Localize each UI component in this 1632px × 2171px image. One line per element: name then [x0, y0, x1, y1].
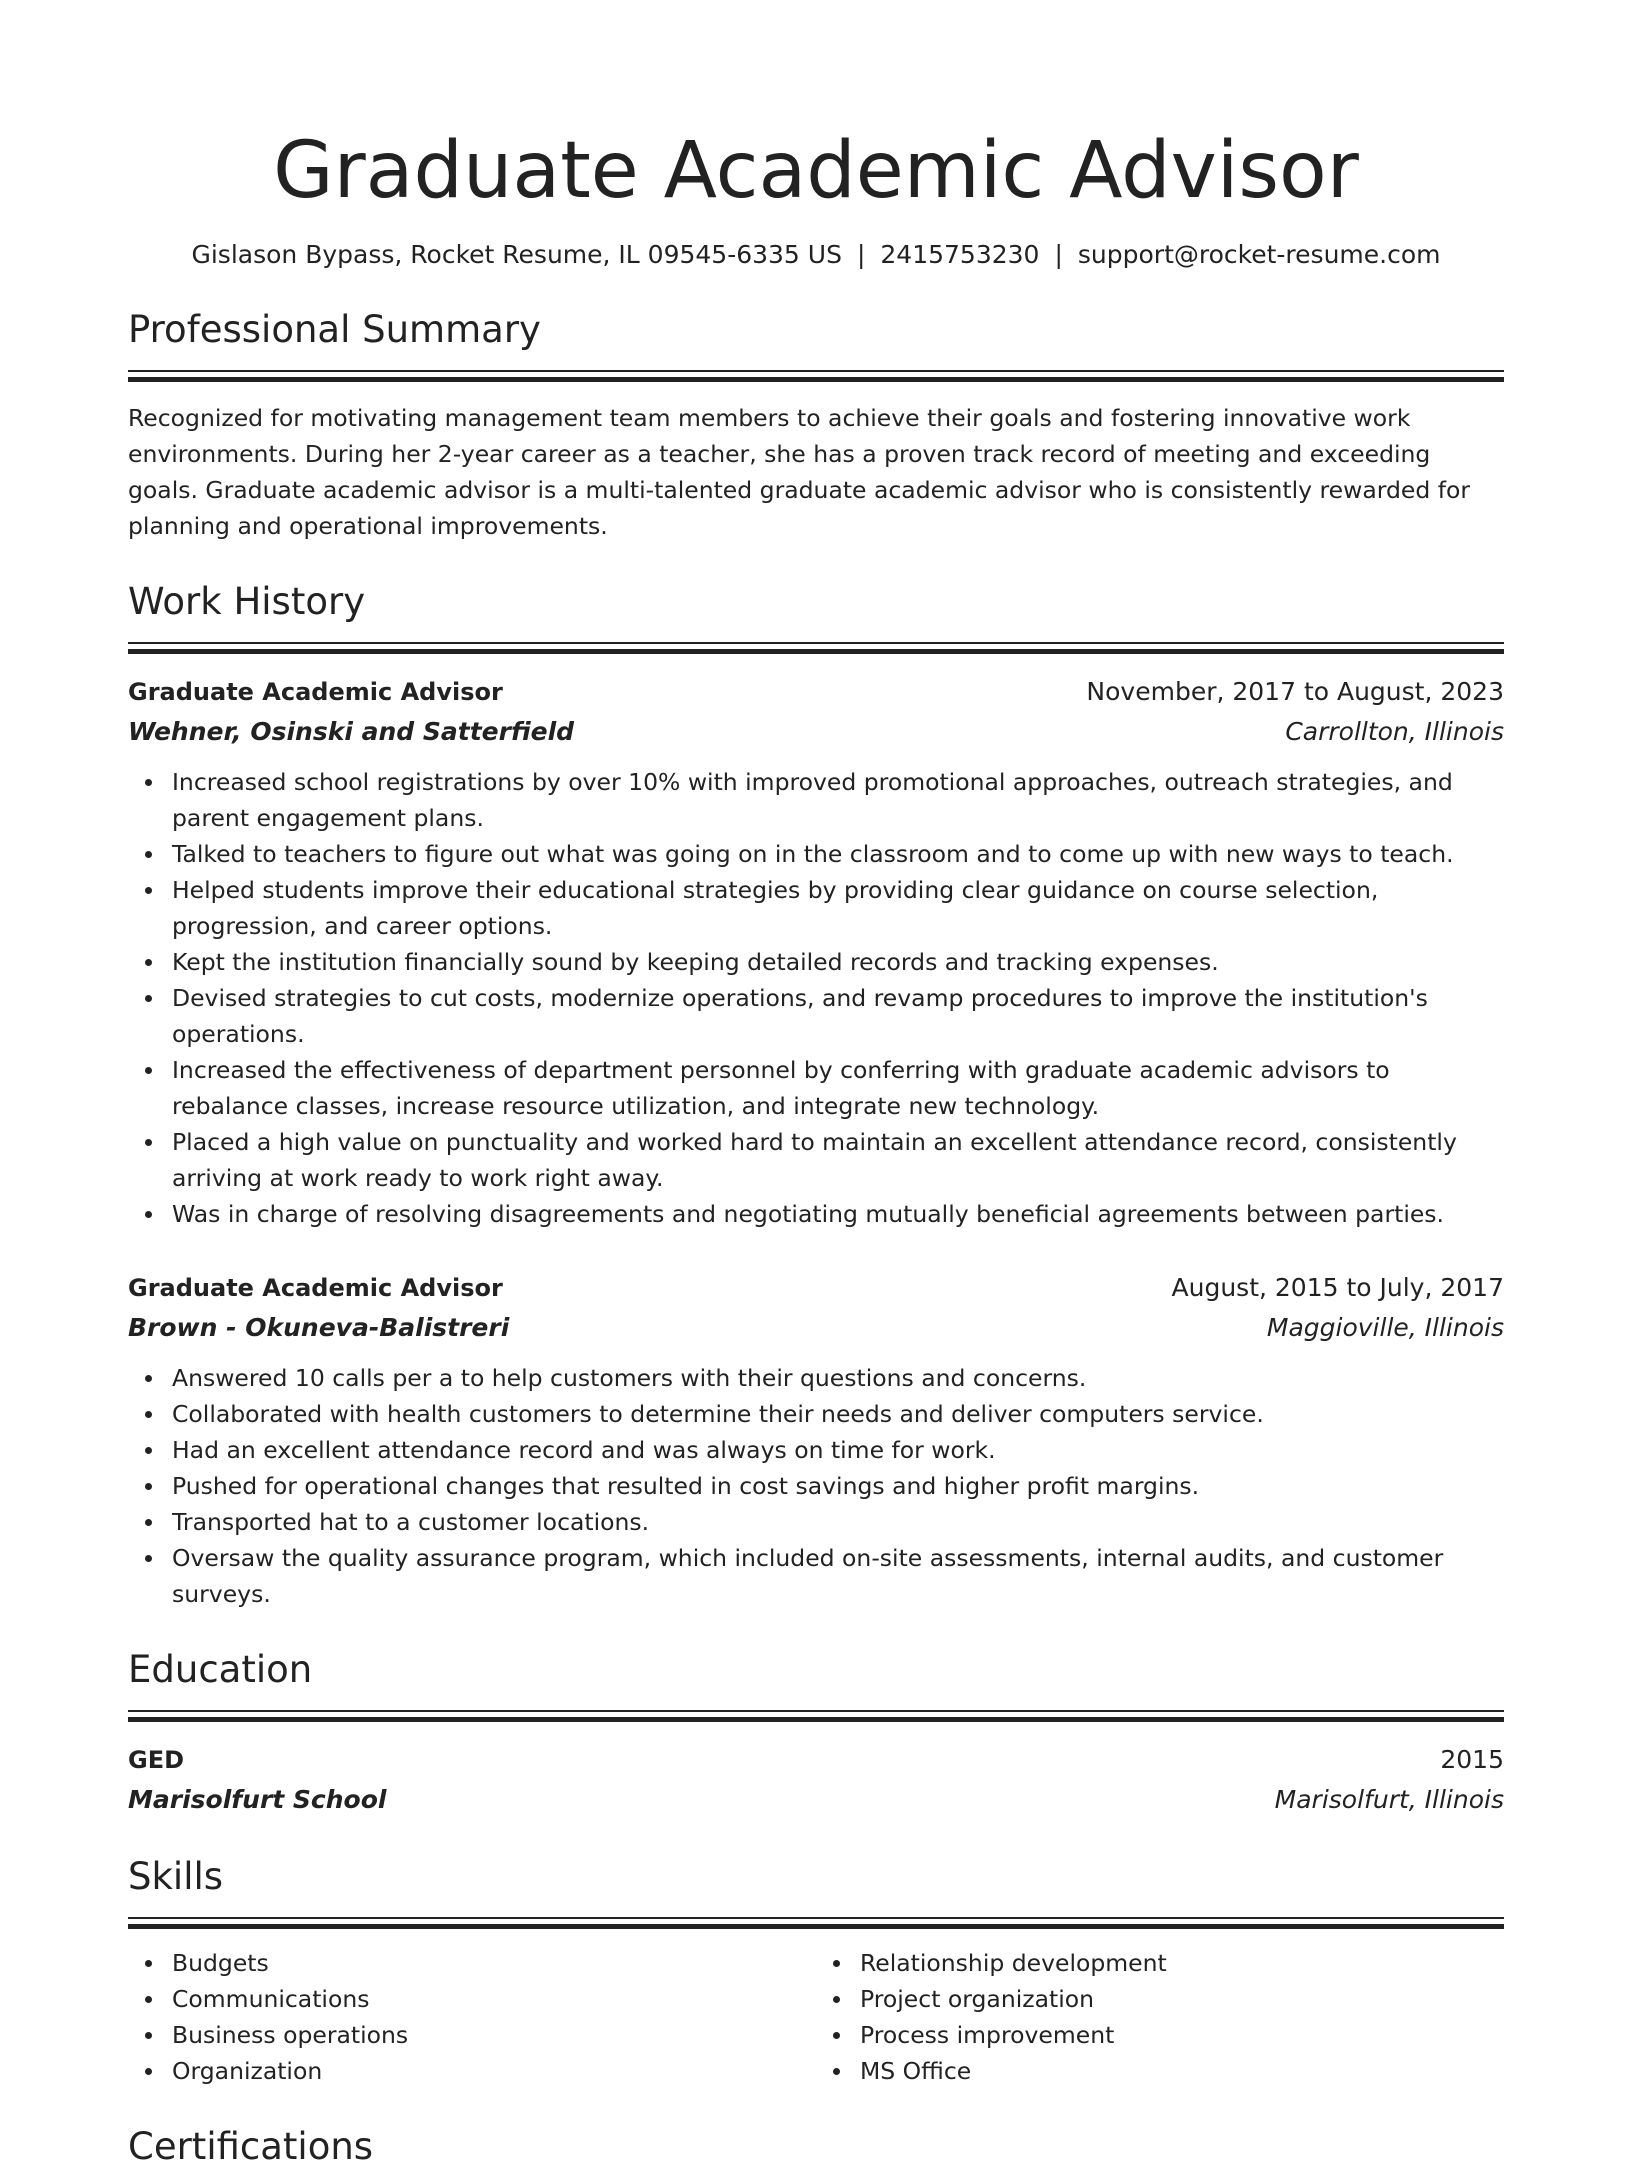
- resume-name-heading: Graduate Academic Advisor: [273, 126, 1359, 216]
- contact-address: Gislason Bypass, Rocket Resume, IL 09545-6335 US: [191, 240, 842, 269]
- job-dates: November, 2017 to August, 2023: [1086, 677, 1504, 706]
- job-company: Brown - Okuneva-Balistreri: [128, 1313, 510, 1342]
- job-bullet: Oversaw the quality assurance program, which included on-site assessments, internal audits, and customer surveys.: [172, 1540, 1504, 1612]
- contact-separator: |: [856, 240, 866, 269]
- section-divider: [128, 1710, 1504, 1721]
- skill-item: Process improvement: [860, 2017, 1504, 2053]
- job-bullet: Answered 10 calls per a to help customers with their questions and concerns.: [172, 1360, 1504, 1396]
- job-bullet: Was in charge of resolving disagreements and negotiating mutually beneficial agreements between parties.: [172, 1196, 1504, 1232]
- education-header-row: [128, 1740, 1504, 1780]
- job-bullet: Transported hat to a customer locations.: [172, 1504, 1504, 1540]
- section-divider: [128, 642, 1504, 653]
- job-position: Graduate Academic Advisor: [128, 678, 503, 706]
- job-company-row: [128, 712, 1504, 751]
- contact-separator: |: [1054, 240, 1063, 269]
- skill-item: Project organization: [860, 1981, 1504, 2017]
- education-entry: [128, 1740, 1504, 1819]
- section-divider: [128, 1917, 1504, 1928]
- skills-column-left: [128, 1945, 816, 2089]
- job-dates: August, 2015 to July, 2017: [1171, 1273, 1504, 1302]
- section-title-work-history: Work History: [128, 580, 366, 623]
- education-school: Marisolfurt School: [128, 1785, 387, 1814]
- education-year: 2015: [1440, 1745, 1504, 1774]
- job-bullet: Had an excellent attendance record and was always on time for work.: [172, 1432, 1504, 1468]
- section-divider: [128, 370, 1504, 381]
- skill-item: Communications: [172, 1981, 816, 2017]
- skill-item: MS Office: [860, 2053, 1504, 2089]
- job-entry: [128, 1268, 1504, 1612]
- job-bullet: Increased the effectiveness of department personnel by conferring with graduate academic advisors to rebalance classes, increase resource utilization, and integrate new technology.: [172, 1052, 1504, 1124]
- education-degree: GED: [128, 1746, 185, 1774]
- job-bullet: Increased school registrations by over 10% with improved promotional approaches, outreach strategies, and parent engagement plans.: [172, 764, 1504, 836]
- job-bullet: Placed a high value on punctuality and worked hard to maintain an excellent attendance record, consistently arriving at work ready to work right away.: [172, 1124, 1504, 1196]
- job-bullet: Collaborated with health customers to determine their needs and deliver computers service.: [172, 1396, 1504, 1432]
- job-bullet: Talked to teachers to figure out what was going on in the classroom and to come up with new ways to teach.: [172, 836, 1504, 872]
- section-title-education: Education: [128, 1648, 313, 1691]
- job-header-row: [128, 672, 1504, 712]
- job-entry: [128, 672, 1504, 1232]
- summary-text: Recognized for motivating management team members to achieve their goals and fostering innovative work environments. During her 2-year career as a teacher, she has a proven track record of meeting and exceeding goals. Graduate academic advisor is a multi-talented graduate academic advisor who is consistently rewarded for planning and operational improvements.: [128, 404, 1471, 540]
- section-title-skills: Skills: [128, 1855, 224, 1898]
- skills-grid: [128, 1945, 1504, 2089]
- education-location: Marisolfurt, Illinois: [1274, 1785, 1504, 1814]
- job-bullet-list: [128, 1360, 1504, 1612]
- job-location: Carrollton, Illinois: [1285, 717, 1504, 746]
- skill-item: Business operations: [172, 2017, 816, 2053]
- job-position: Graduate Academic Advisor: [128, 1274, 503, 1302]
- job-bullet: Kept the institution financially sound by keeping detailed records and tracking expenses.: [172, 944, 1504, 980]
- job-bullet-list: [128, 764, 1504, 1232]
- job-bullet: Devised strategies to cut costs, modernize operations, and revamp procedures to improve the institution's operations.: [172, 980, 1504, 1052]
- skill-item: Relationship development: [860, 1945, 1504, 1981]
- section-title-summary: Professional Summary: [128, 308, 541, 351]
- job-company: Wehner, Osinski and Satterfield: [128, 717, 575, 746]
- skill-item: Budgets: [172, 1945, 816, 1981]
- skill-item: Organization: [172, 2053, 816, 2089]
- section-title-certifications: Certifications: [128, 2125, 374, 2168]
- job-bullet: Pushed for operational changes that resulted in cost savings and higher profit margins.: [172, 1468, 1504, 1504]
- contact-line: [128, 238, 1504, 272]
- education-school-row: [128, 1780, 1504, 1819]
- resume-page: [128, 0, 1504, 2168]
- contact-phone: 2415753230: [880, 240, 1040, 269]
- skills-column-right: [816, 1945, 1504, 2089]
- job-header-row: [128, 1268, 1504, 1308]
- job-company-row: [128, 1308, 1504, 1347]
- job-location: Maggioville, Illinois: [1266, 1313, 1504, 1342]
- contact-email: support@rocket-resume.com: [1077, 240, 1441, 269]
- job-bullet: Helped students improve their educational strategies by providing clear guidance on course selection, progression, and career options.: [172, 872, 1504, 944]
